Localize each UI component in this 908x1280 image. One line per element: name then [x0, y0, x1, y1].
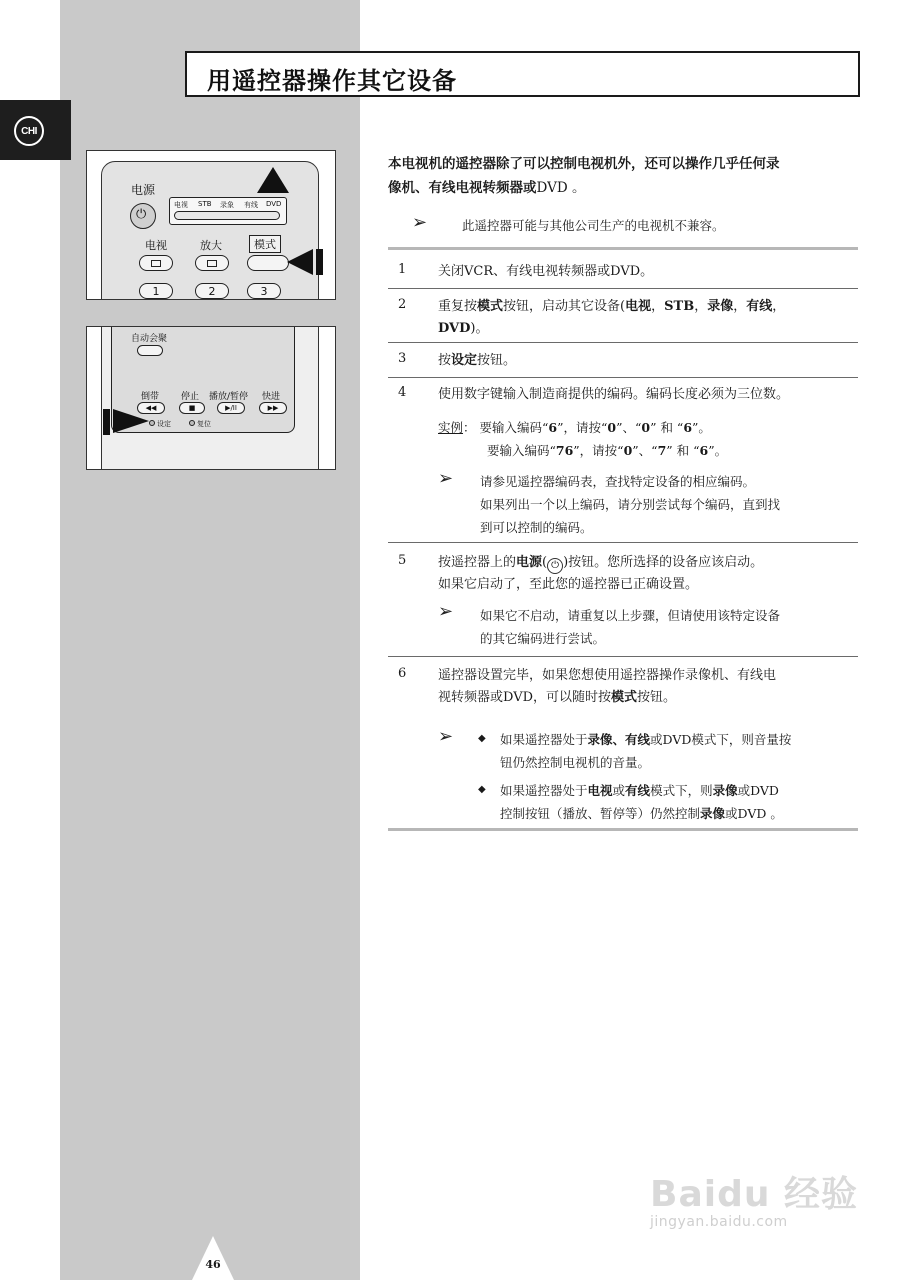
text-run: 0: [641, 420, 651, 435]
text-run: 按钮。: [637, 690, 677, 705]
intro-paragraph: [388, 152, 858, 200]
pointer-arrow-icon: [255, 165, 291, 195]
autofocus-button: [137, 345, 163, 356]
divider: [388, 342, 858, 343]
text-run: DVD: [438, 321, 471, 336]
pointer-arrow-icon: [101, 407, 151, 437]
text-run: 录像: [700, 806, 726, 821]
tv-button: [139, 255, 173, 271]
power-icon: ⏻: [547, 558, 563, 574]
text-run: 录像: [712, 783, 738, 798]
screen-icon: [151, 260, 161, 267]
mode-tv: 电视: [174, 201, 188, 209]
note-line: 请参见遥控器编码表，查找特定设备的相应编码。: [480, 474, 756, 489]
text-run: 或DVD 。: [725, 806, 783, 821]
text-run: 或DVD模式下，则音量按: [650, 732, 792, 747]
text-run: 0: [623, 443, 633, 458]
text-run: 6: [548, 420, 558, 435]
text-run: 按: [438, 353, 452, 368]
watermark-logo: Baidu 经验: [650, 1174, 859, 1215]
note-arrow-icon: ➢: [438, 601, 454, 622]
step-number: 2: [398, 297, 407, 312]
text-run: 按钮，启动其它设备(: [503, 299, 626, 314]
text-run: 6: [683, 420, 693, 435]
text-run: 或DVD: [737, 783, 779, 798]
step-number: 6: [398, 666, 407, 681]
text-run: 有线: [625, 783, 651, 798]
text-run: ”。: [692, 420, 711, 435]
step-1-text: 关闭VCR、有线电视转频器或DVD。: [438, 264, 654, 279]
rewind-button: ◀◀: [137, 402, 165, 414]
mode-indicator-strip: [169, 197, 287, 225]
step-4-text: 使用数字键输入制造商提供的编码。编码长度必须为三位数。: [438, 387, 790, 402]
intro-text: DVD 。: [536, 180, 586, 196]
fast-forward-button: ▶▶: [259, 402, 287, 414]
text-run: 遥控器设置完毕，如果您想使用遥控器操作录像机、有线电: [438, 668, 777, 683]
num-3-button: 3: [247, 283, 281, 299]
step-4-note: [480, 470, 860, 539]
note-line: 到可以控制的编码。: [480, 520, 593, 535]
text-run: 0: [607, 420, 617, 435]
step-number: 3: [398, 351, 407, 366]
text-run: )。: [470, 321, 489, 336]
text-run: ”。: [708, 443, 728, 458]
text-run: ”，请按“: [557, 420, 608, 435]
example-line-2: [487, 439, 727, 462]
text-run: 模式: [477, 299, 504, 314]
text-run: 电视: [625, 299, 652, 314]
text-run: 按钮。: [477, 353, 517, 368]
mode-label: 模式: [249, 235, 281, 253]
mode-led-bar: [174, 211, 280, 220]
divider: [388, 542, 858, 543]
step-number: 1: [398, 262, 407, 277]
text-run: (: [542, 555, 548, 570]
power-button: [130, 203, 156, 229]
intro-line: [388, 176, 858, 200]
step-3-text: [438, 350, 858, 372]
language-badge: CHI: [14, 116, 44, 146]
reset-dot-icon: [189, 420, 195, 426]
compat-note: 此遥控器可能与其他公司生产的电视机不兼容。: [462, 218, 725, 233]
step-6-text: [438, 665, 858, 709]
note-line: 的其它编码进行尝试。: [480, 631, 606, 646]
divider: [388, 288, 858, 289]
text-run: ，: [772, 299, 786, 314]
text-run: 模式下，则: [650, 783, 713, 798]
tv-label: 电视: [145, 239, 167, 252]
zoom-icon: [207, 260, 217, 267]
text-run: ”、“: [632, 443, 658, 458]
step-number: 5: [398, 553, 407, 568]
example-label: 实例: [438, 420, 464, 435]
watermark-url: jingyan.baidu.com: [650, 1214, 788, 1230]
text-run: 电源: [516, 555, 543, 570]
set-label: 设定: [157, 420, 171, 428]
page-number-tab: [192, 1236, 234, 1280]
pointer-arrow-icon: [283, 247, 327, 277]
autofocus-label: 自动会聚: [131, 334, 168, 344]
text-run: ” 和 “: [650, 420, 684, 435]
stop-button: ■: [179, 402, 205, 414]
note-arrow-icon: ➢: [438, 726, 454, 747]
text-run: 电视: [587, 783, 613, 798]
text-run: 要输入编码“: [487, 443, 556, 458]
play-label: 播放/暂停: [209, 392, 249, 402]
text-run: 录像: [707, 299, 734, 314]
divider: [388, 828, 858, 831]
mode-stb: STB: [198, 200, 212, 208]
step-5-text: [438, 552, 858, 596]
step-5-note: [480, 604, 860, 650]
text-run: 6: [699, 443, 709, 458]
watermark: [650, 1150, 860, 1240]
text-run: 视转频器或DVD，可以随时按: [438, 690, 612, 705]
step-2-text: [438, 296, 858, 340]
mode-cable: 有线: [244, 201, 258, 209]
text-run: 要输入编码“: [479, 420, 549, 435]
text-run: ” 和 “: [666, 443, 700, 458]
text-run: 设定: [451, 353, 478, 368]
text-run: STB: [664, 299, 695, 314]
intro-text: 像机、有线电视转频器或: [388, 180, 537, 196]
num-2-button: 2: [195, 283, 229, 299]
ff-label: 快进: [262, 392, 281, 402]
note-line: 如果它不启动，请重复以上步骤，但请使用该特定设备: [480, 608, 781, 623]
text-run: 如果遥控器处于: [500, 732, 588, 747]
text-run: 如果它启动了，至此您的遥控器已正确设置。: [438, 577, 699, 592]
text-run: 或: [612, 783, 626, 798]
text-run: ”、“: [616, 420, 642, 435]
text-run: ，: [733, 299, 747, 314]
text-run: 7: [657, 443, 667, 458]
bullet-icon: ◆: [478, 733, 486, 744]
step-6-bullet-1: [500, 728, 860, 774]
title-box: [185, 51, 860, 97]
note-arrow-icon: ➢: [412, 212, 428, 233]
rew-label: 倒带: [141, 392, 160, 402]
power-label: 电源: [131, 183, 156, 197]
page-number: 46: [205, 1258, 221, 1271]
zoom-label: 放大: [200, 239, 222, 252]
note-arrow-icon: ➢: [438, 468, 454, 489]
reset-label: 复位: [197, 420, 211, 428]
step-6-bullet-2: [500, 779, 860, 825]
example-line-1: [438, 416, 711, 439]
text-run: 模式: [611, 690, 638, 705]
mode-dvd: DVD: [266, 200, 282, 208]
divider: [388, 656, 858, 657]
intro-line: 本电视机的遥控器除了可以控制电视机外，还可以操作几乎任何录: [388, 156, 780, 172]
divider: [388, 377, 858, 378]
num-1-button: 1: [139, 283, 173, 299]
page-title: 用遥控器操作其它设备: [207, 66, 457, 95]
text-run: 控制按钮（播放、暂停等）仍然控制: [500, 806, 701, 821]
step-number: 4: [398, 385, 407, 400]
text-run: ，: [651, 299, 665, 314]
text-run: 76: [555, 443, 574, 458]
remote-illustration-top: [86, 150, 336, 300]
text-run: 重复按: [438, 299, 478, 314]
text-run: 钮仍然控制电视机的音量。: [500, 755, 651, 770]
text-run: 如果遥控器处于: [500, 783, 588, 798]
divider: [388, 247, 858, 250]
mode-vcr: 录象: [220, 201, 234, 209]
zoom-button: [195, 255, 229, 271]
note-line: 如果列出一个以上编码，请分别尝试每个编码，直到找: [480, 497, 781, 512]
text-run: 有线: [746, 299, 773, 314]
text-run: 录像、有线: [587, 732, 651, 747]
language-tab: [0, 100, 71, 160]
text-run: ”，请按“: [573, 443, 624, 458]
play-pause-button: ▶/II: [217, 402, 245, 414]
text-run: )按钮。您所选择的设备应该启动。: [563, 555, 764, 570]
text-run: ，: [694, 299, 708, 314]
bullet-icon: ◆: [478, 784, 486, 795]
remote-illustration-bottom: [86, 326, 336, 470]
text-run: 按遥控器上的: [438, 555, 517, 570]
stop-label: 停止: [181, 392, 200, 402]
power-icon: ⏻: [136, 207, 147, 222]
text-run: ：: [463, 420, 476, 435]
